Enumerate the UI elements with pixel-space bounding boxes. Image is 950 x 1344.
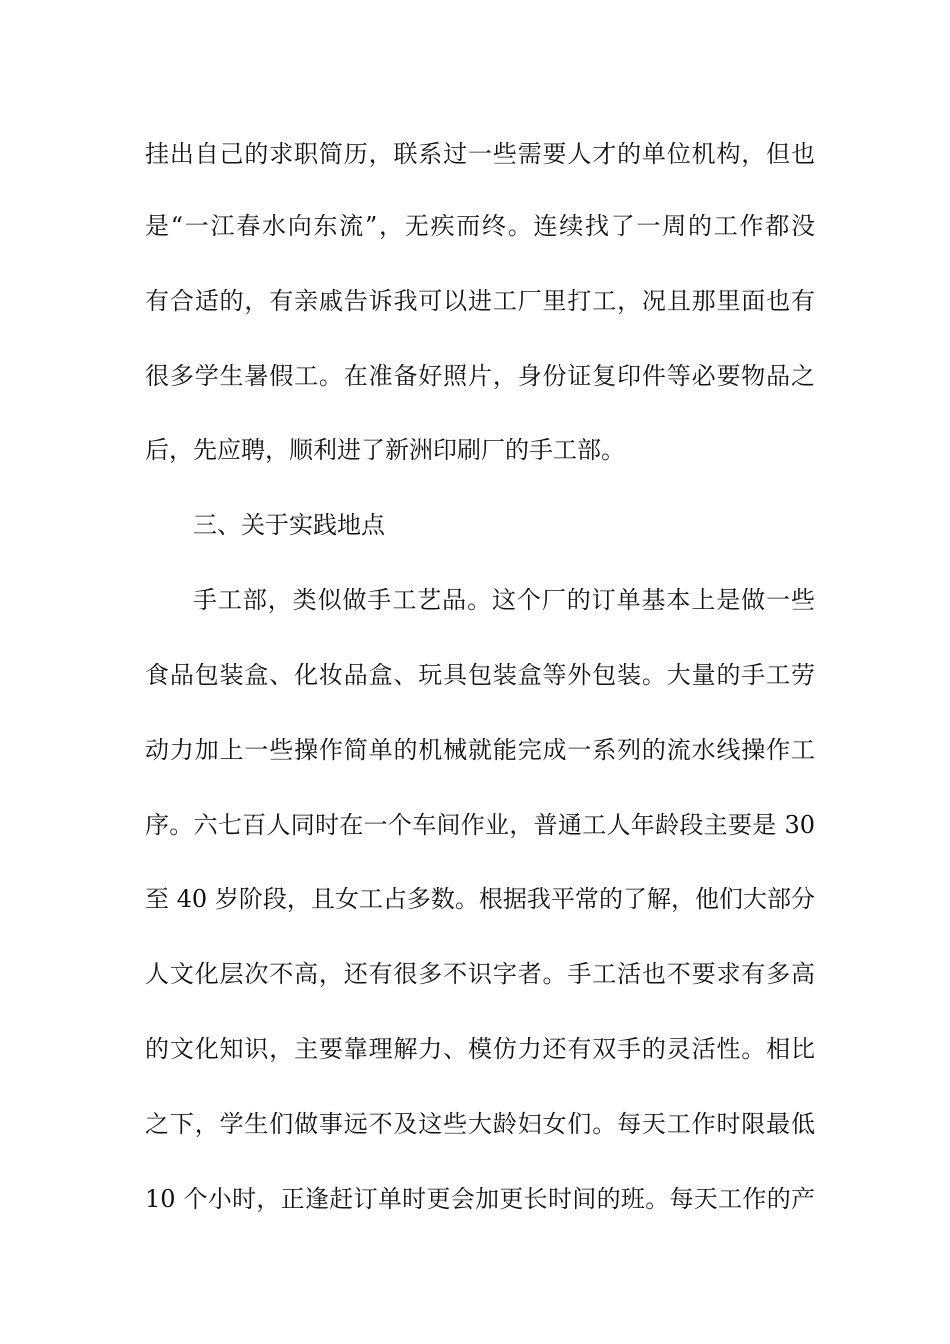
paragraph-line: 食品包装盒、化妆品盒、玩具包装盒等外包装。大量的手工劳 bbox=[145, 661, 815, 689]
paragraph-line: 序。六七百人同时在一个车间作业，普通工人年龄段主要是 30 bbox=[145, 811, 815, 839]
paragraph-line: 10 个小时，正逢赶订单时更会加更长时间的班。每天工作的产 bbox=[145, 1185, 815, 1213]
paragraph-line: 挂出自己的求职简历，联系过一些需要人才的单位机构，但也 bbox=[145, 140, 815, 168]
paragraph-line: 手工部，类似做手工艺品。这个厂的订单基本上是做一些 bbox=[193, 586, 815, 614]
paragraph-line: 动力加上一些操作简单的机械就能完成一系列的流水线操作工 bbox=[145, 736, 815, 764]
paragraph-line: 后，先应聘，顺利进了新洲印刷厂的手工部。 bbox=[145, 436, 625, 464]
paragraph-line: 很多学生暑假工。在准备好照片，身份证复印件等必要物品之 bbox=[145, 362, 815, 390]
paragraph-line: 至 40 岁阶段，且女工占多数。根据我平常的了解，他们大部分 bbox=[145, 885, 815, 913]
paragraph-line: 人文化层次不高，还有很多不识字者。手工活也不要求有多高 bbox=[145, 960, 815, 988]
paragraph-line: 之下，学生们做事远不及这些大龄妇女们。每天工作时限最低 bbox=[145, 1110, 815, 1138]
section-heading: 三、关于实践地点 bbox=[193, 511, 385, 539]
paragraph-line: 的文化知识，主要靠理解力、模仿力还有双手的灵活性。相比 bbox=[145, 1035, 815, 1063]
paragraph-line: 有合适的，有亲戚告诉我可以进工厂里打工，况且那里面也有 bbox=[145, 287, 815, 315]
paragraph-line: 是“一江春水向东流”，无疾而终。连续找了一周的工作都没 bbox=[145, 212, 815, 240]
